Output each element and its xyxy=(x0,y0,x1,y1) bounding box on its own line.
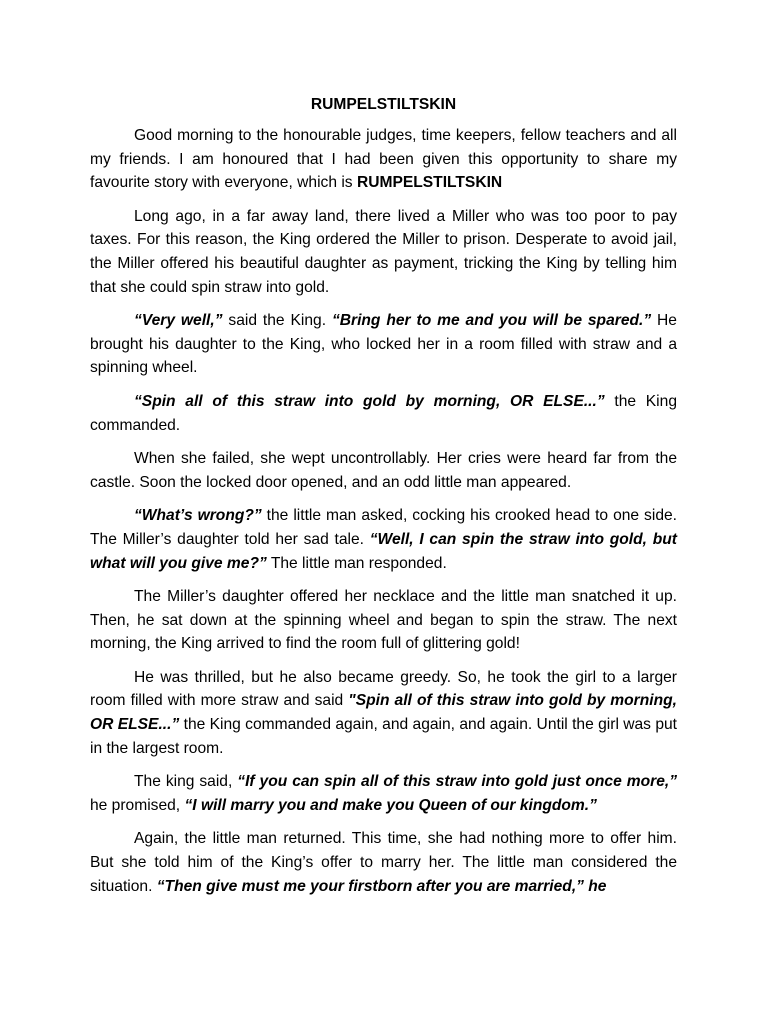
story-body xyxy=(90,124,677,898)
emphasis-text: RUMPELSTILTSKIN xyxy=(356,174,503,192)
dialogue-quote: “What’s wrong?” xyxy=(134,507,262,525)
paragraph-text: Good morning to the honourable judges, time keepers, fellow teachers and all my friends. I am honoured that I had been given this opportunity to share my favourite story with everyone, which is xyxy=(90,127,677,192)
paragraph-text: He brought his daughter to the King, who locked her in a room filled with straw and a spinning wheel. xyxy=(90,312,677,377)
paragraph-text: he promised, xyxy=(90,796,185,814)
story-paragraph xyxy=(90,504,677,575)
story-paragraph xyxy=(90,666,677,760)
paragraph-text: the King commanded again, and again, and again. Until the girl was put in the largest room. xyxy=(90,716,678,757)
dialogue-quote: “I will marry you and make you Queen of our kingdom.” xyxy=(184,796,597,814)
story-paragraph xyxy=(90,124,677,195)
story-paragraph xyxy=(90,447,677,494)
paragraph-text: The little man responded. xyxy=(266,554,447,572)
story-paragraph xyxy=(90,309,677,380)
paragraph-text: He was thrilled, but he also became greedy. So, he took the girl to a larger room filled with more straw and said xyxy=(90,668,677,710)
document-page xyxy=(90,93,677,908)
dialogue-quote: “Then give must me your firstborn after you are married,” he xyxy=(156,877,607,895)
paragraph-text: Long ago, in a far away land, there lived a Miller who was too poor to pay taxes. For this reason, the King ordered the Miller to prison. Desperate to avoid jail, the Miller offered his beautiful daughter as payment, tricking the King by telling him that she could spin straw into gold. xyxy=(90,207,677,296)
story-paragraph xyxy=(90,827,677,898)
paragraph-text: The king said, xyxy=(134,773,238,791)
paragraph-text: Again, the little man returned. This time, she had nothing more to offer him. But she told him of the King’s offer to marry her. The little man considered the situation. xyxy=(90,830,677,895)
dialogue-quote: “Bring her to me and you will be spared.” xyxy=(331,312,652,330)
paragraph-text: the King commanded. xyxy=(90,392,677,434)
dialogue-quote: "Spin all of this straw into gold by morning, OR ELSE...” xyxy=(90,692,677,734)
dialogue-quote: “Spin all of this straw into gold by morning, OR ELSE...” xyxy=(134,392,605,410)
paragraph-text: the little man asked, cocking his crooked head to one side. The Miller’s daughter told her sad tale. xyxy=(90,507,677,548)
story-paragraph xyxy=(90,585,677,656)
paragraph-text: When she failed, she wept uncontrollably. Her cries were heard far from the castle. Soon the locked door opened, and an odd little man appeared. xyxy=(90,450,677,491)
dialogue-quote: “Well, I can spin the straw into gold, but what will you give me?” xyxy=(90,530,677,572)
dialogue-quote: “Very well,” xyxy=(134,312,223,330)
story-title: RUMPELSTILTSKIN xyxy=(310,96,457,113)
dialogue-quote: “If you can spin all of this straw into gold just once more,” xyxy=(237,773,677,791)
paragraph-text: said the King. xyxy=(222,312,332,330)
story-paragraph xyxy=(90,390,677,437)
story-paragraph xyxy=(90,770,677,817)
story-paragraph xyxy=(90,205,677,299)
paragraph-text: The Miller’s daughter offered her necklace and the little man snatched it up. Then, he sat down at the spinning wheel and began to spin the straw. The next morning, the King arrived to find the room full of glittering gold! xyxy=(90,588,677,653)
